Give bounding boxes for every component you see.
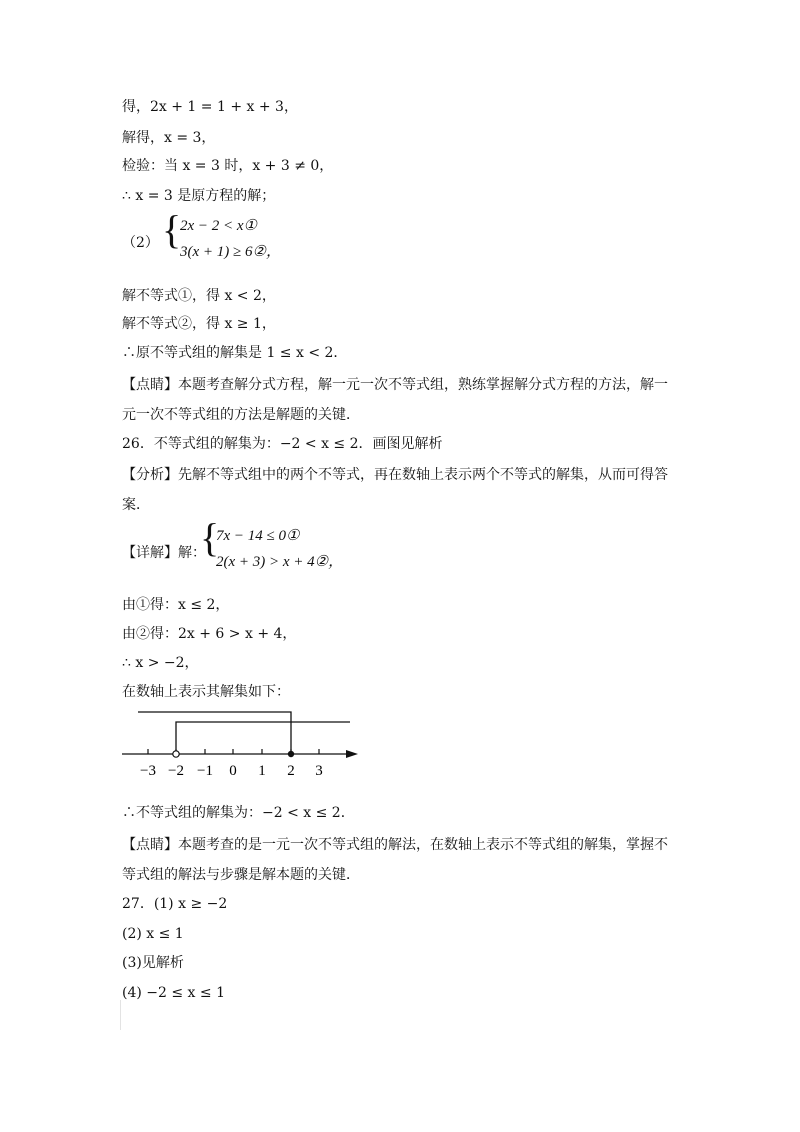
line-2: 解得，x = 3， <box>122 130 216 146</box>
closed-dot-2 <box>288 751 294 757</box>
analysis-26: 【分析】先解不等式组中的两个不等式，再在数轴上表示两个不等式的解集，从而可得答案． <box>122 467 668 513</box>
comment-1: 【点睛】本题考查解分式方程，解一元一次不等式组，熟练掌握解分式方程的方法，解一元一次不等式组的方法是解题的关键． <box>122 377 668 423</box>
line-13: 由①得：x ≤ 2， <box>122 597 230 613</box>
line-8: ∴原不等式组的解集是 1 ≤ x < 2． <box>122 345 348 361</box>
line-1: 得，2x + 1 = 1 + x + 3， <box>122 99 298 115</box>
tick-label: 1 <box>258 763 266 779</box>
line-20: (2) x ≤ 1 <box>122 926 184 942</box>
set-bracket-x-le-2 <box>138 712 291 754</box>
tick-label: 2 <box>287 763 295 779</box>
line-10: 26．不等式组的解集为：−2 < x ≤ 2．画图见解析 <box>122 436 443 452</box>
tick-label: −2 <box>168 763 184 779</box>
margin-mark <box>120 1000 121 1030</box>
brace-icon: { <box>200 515 220 560</box>
line-16: 在数轴上表示其解集如下： <box>122 684 290 700</box>
line-7: 解不等式②，得 x ≥ 1， <box>122 316 276 332</box>
arrow-right-icon <box>346 750 358 758</box>
system-2-eq1: 2x − 2 < x① <box>180 218 258 234</box>
line-3: 检验：当 x = 3 时，x + 3 ≠ 0， <box>122 158 334 174</box>
tick-label: −1 <box>197 763 213 779</box>
line-17: ∴不等式组的解集为：−2 < x ≤ 2． <box>122 805 355 821</box>
tick-label: 0 <box>229 763 237 779</box>
open-circle-minus-2 <box>173 751 179 757</box>
line-6: 解不等式①，得 x < 2， <box>122 288 276 304</box>
tick-label: 3 <box>315 763 323 779</box>
line-22: (4) −2 ≤ x ≤ 1 <box>122 985 225 1001</box>
line-15: ∴ x > −2， <box>122 655 199 671</box>
line-21: (3)见解析 <box>122 955 184 971</box>
system-26-eq2: 2(x + 3) > x + 4②， <box>216 554 344 570</box>
system-2 <box>122 207 422 266</box>
system-26-prefix: 【详解】解： <box>122 545 206 561</box>
brace-icon: { <box>162 207 182 252</box>
system-2-eq2: 3(x + 1) ≥ 6②， <box>180 244 281 260</box>
line-14: 由②得：2x + 6 > x + 4， <box>122 626 297 642</box>
number-line-figure <box>118 706 368 784</box>
comment-26: 【点睛】本题考查的是一元一次不等式组的解法，在数轴上表示不等式组的解集，掌握不等式组的解法与步骤是解本题的关键． <box>122 837 668 883</box>
tick-label: −3 <box>140 763 156 779</box>
system-2-prefix: （2） <box>122 235 159 251</box>
system-26-eq1: 7x − 14 ≤ 0① <box>216 528 300 544</box>
line-4: ∴ x = 3 是原方程的解； <box>122 188 276 204</box>
system-26 <box>122 515 442 574</box>
set-bracket-x-gt-minus-2 <box>176 722 350 754</box>
line-19: 27．(1) x ≥ −2 <box>122 896 228 912</box>
